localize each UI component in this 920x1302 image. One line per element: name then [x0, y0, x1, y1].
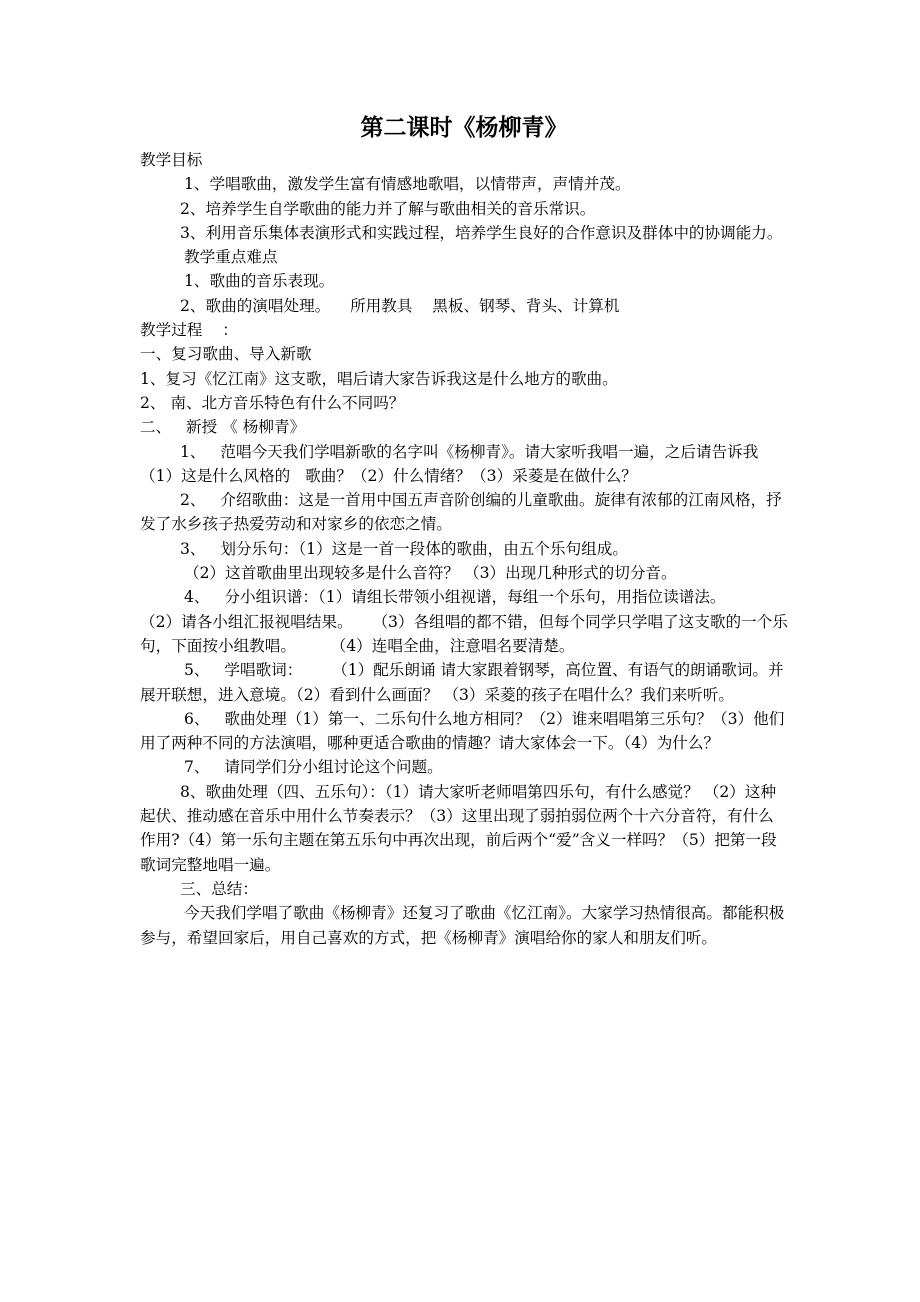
- paragraph: 三、总结：: [180, 879, 258, 898]
- paragraph: 8、歌曲处理（四、五乐句）：（1）请大家听老师唱第四乐句，有什么感觉？ （2）这种起伏、推动感在音乐中用什么节奏表示？（3）这里出现了弱拍弱位两个十六分音符，有什么作用?（4）第一乐句主题在第五乐句中再次出现，前后两个“爱”含义一样吗？（5）把第一段歌词完整地唱一遍。: [140, 782, 777, 874]
- paragraph: 5、 学唱歌词： （1）配乐朗诵 请大家跟着钢琴，高位置、有语气的朗诵歌词。并展开联想，进入意境。（2）看到什么画面？ （3）采菱的孩子在唱什么？我们来听听。: [140, 661, 784, 704]
- document-body: [140, 148, 788, 950]
- paragraph: 教学重点难点: [184, 248, 278, 267]
- paragraph: 2、培养学生自学歌曲的能力并了解与歌曲相关的音乐常识。: [180, 199, 596, 218]
- paragraph: 教学目标: [140, 151, 203, 169]
- paragraph: 一、复习歌曲、导入新歌: [140, 345, 312, 364]
- paragraph: 二、 新授 《 杨柳青》: [140, 418, 306, 437]
- paragraph: 今天我们学唱了歌曲《杨柳青》还复习了歌曲《忆江南》。大家学习热情很高。都能积极参与，希望回家后，用自己喜欢的方式，把《杨柳青》演唱给你的家人和朋友们听。: [140, 904, 785, 947]
- document-page: [140, 112, 788, 950]
- paragraph: 7、 请同学们分小组讨论这个问题。: [184, 758, 443, 777]
- paragraph: 1、歌曲的音乐表现。: [184, 272, 335, 291]
- paragraph: 3、利用音乐集体表演形式和实践过程，培养学生良好的合作意识及群体中的协调能力。: [180, 223, 783, 242]
- paragraph: 2、歌曲的演唱处理。 所用教具 黑板、钢琴、背头、计算机: [180, 296, 620, 315]
- paragraph: 2、 介绍歌曲：这是一首用中国五声音阶创编的儿童歌曲。旋律有浓郁的江南风格，抒发了水乡孩子热爱劳动和对家乡的依恋之情。: [140, 491, 782, 534]
- paragraph: 1、复习《忆江南》这支歌，唱后请大家告诉我这是什么地方的歌曲。: [140, 369, 618, 388]
- paragraph: 1、学唱歌曲，激发学生富有情感地歌唱，以情带声，声情并茂。: [184, 175, 631, 194]
- paragraph: 6、 歌曲处理（1）第一、二乐句什么地方相同？（2）谁来唱唱第三乐句？（3）他们用了两种不同的方法演唱，哪种更适合歌曲的情趣？请大家体会一下。（4）为什么？: [140, 709, 785, 753]
- paragraph: 2、 南、北方音乐特色有什么不同吗？: [140, 393, 405, 412]
- paragraph: 3、 划分乐句：（1）这是一首一段体的歌曲，由五个乐句组成。: [180, 539, 628, 558]
- paragraph: （2）这首歌曲里出现较多是什么音符？ （3）出现几种形式的切分音。: [184, 564, 677, 583]
- page-title: 第二课时《杨柳青》: [360, 115, 568, 141]
- paragraph: 1、 范唱今天我们学唱新歌的名字叫《杨柳青》。请大家听我唱一遍，之后请告诉我（1）这是什么风格的 歌曲？（2）什么情绪？（3）采菱是在做什么？: [140, 442, 759, 485]
- paragraph: 4、 分小组识谱：（1）请组长带领小组视谱，每组一个乐句，用指位读谱法。 （2）请各小组汇报视唱结果。 （3）各组唱的都不错，但每个同学只学唱了这支歌的一个乐句，下面按小组教唱。 （4）连唱全曲，注意唱名要清楚。: [140, 588, 788, 655]
- paragraph: 教学过程 ：: [140, 321, 238, 340]
